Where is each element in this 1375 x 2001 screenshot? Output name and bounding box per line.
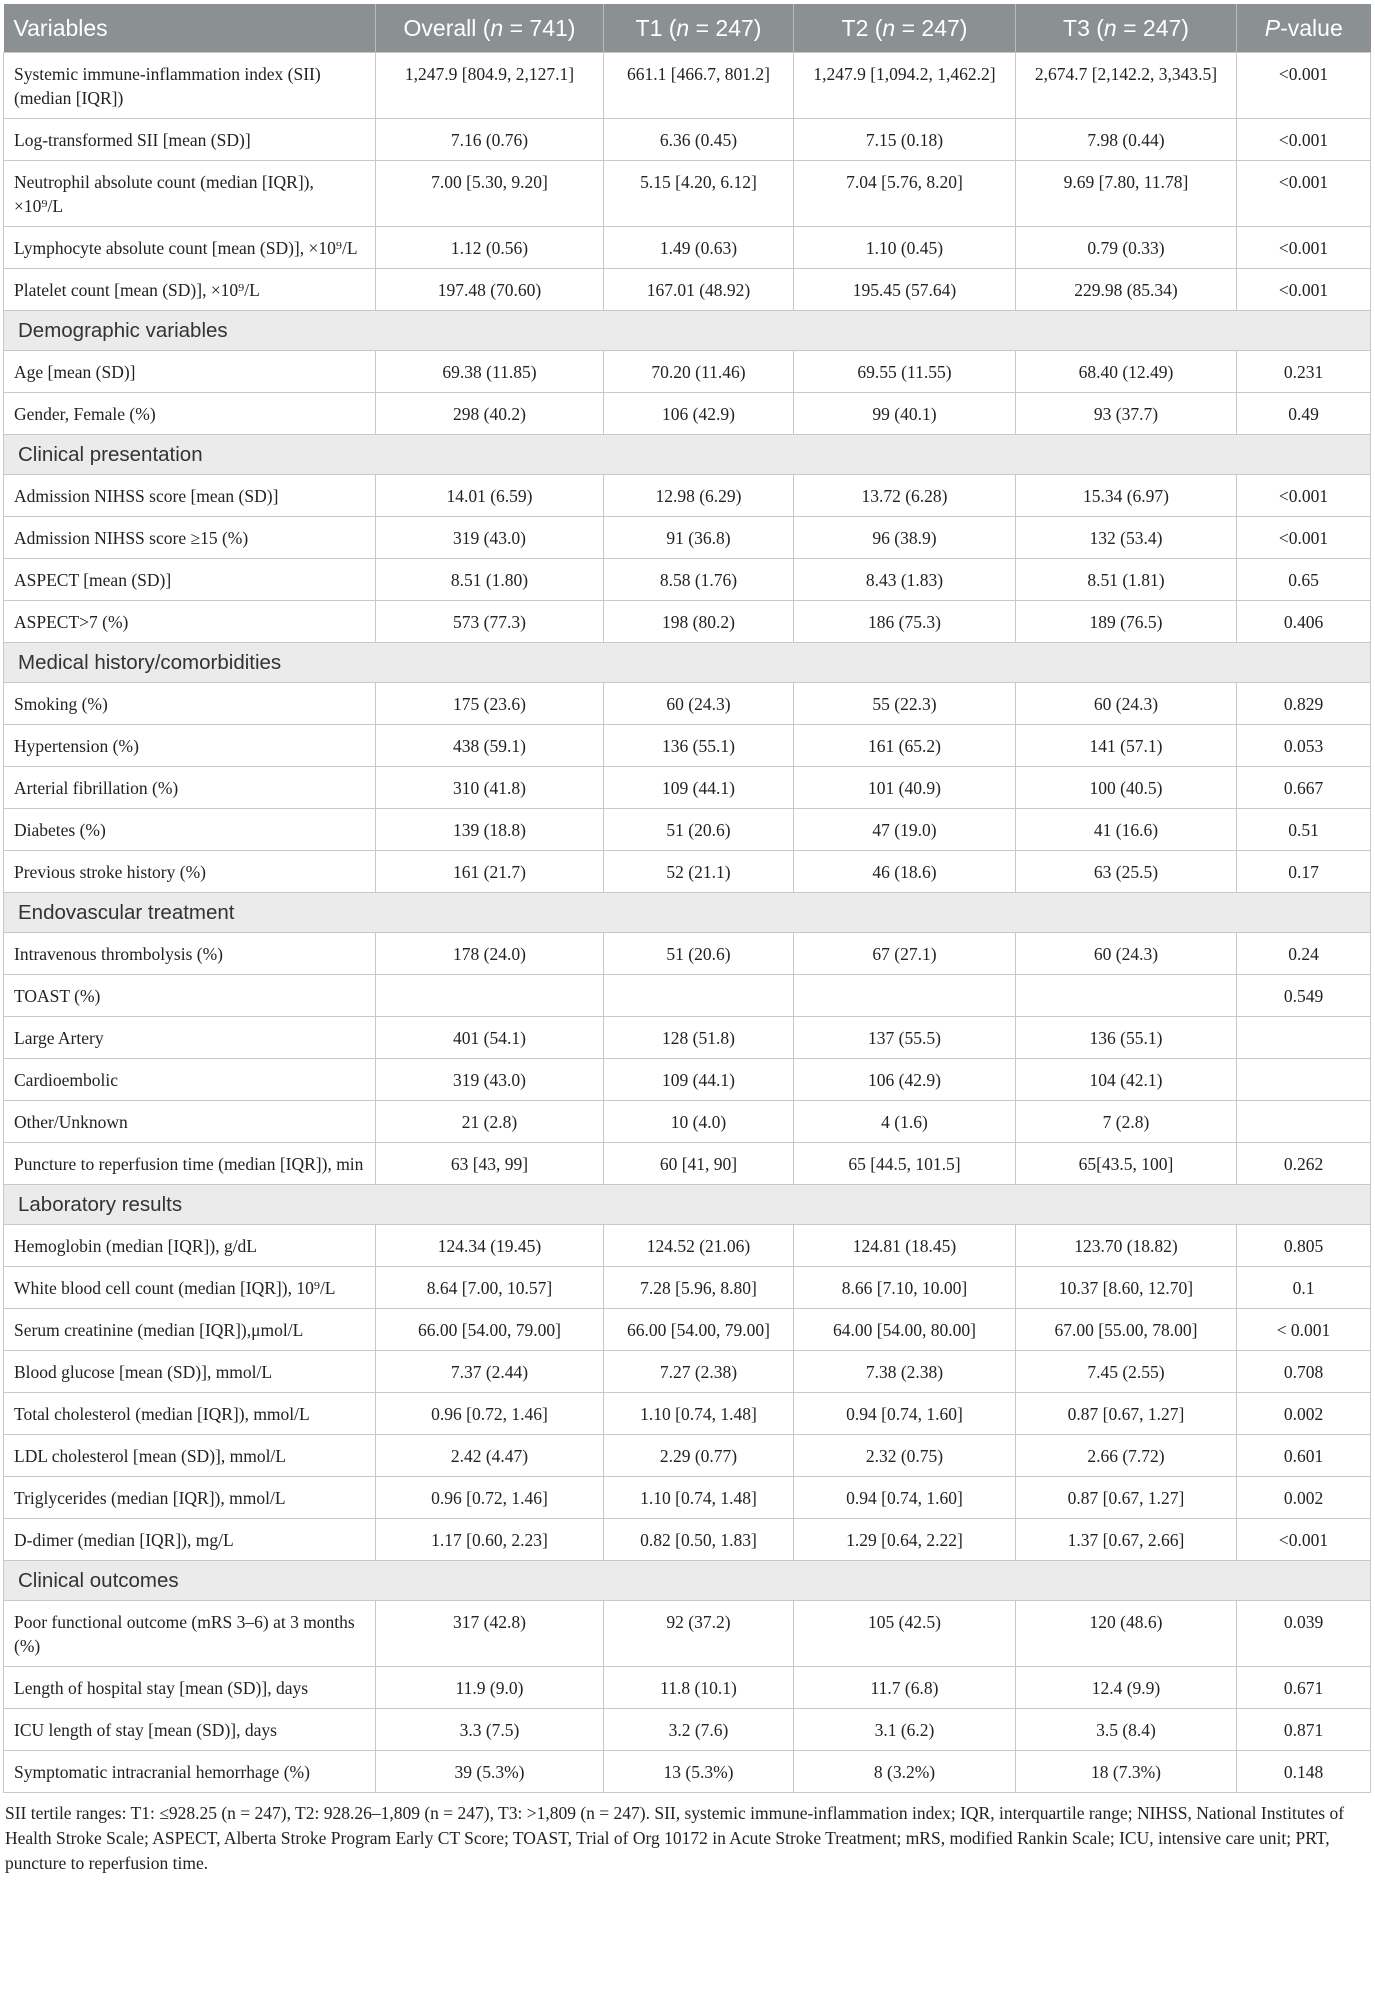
- value-cell: 0.262: [1237, 1143, 1371, 1185]
- baseline-characteristics-table: [3, 4, 1371, 1793]
- value-cell: 92 (37.2): [604, 1601, 794, 1667]
- table-row: [4, 601, 1371, 643]
- table-row: [4, 809, 1371, 851]
- table-row: [4, 1309, 1371, 1351]
- value-cell: 7.15 (0.18): [794, 119, 1016, 161]
- table-row: [4, 1017, 1371, 1059]
- variable-name-cell: Total cholesterol (median [IQR]), mmol/L: [4, 1393, 376, 1435]
- value-cell: 8.58 (1.76): [604, 559, 794, 601]
- table-row: [4, 1101, 1371, 1143]
- value-cell: 106 (42.9): [794, 1059, 1016, 1101]
- table-row: [4, 1435, 1371, 1477]
- value-cell: 8.64 [7.00, 10.57]: [376, 1267, 604, 1309]
- variable-name-cell: Gender, Female (%): [4, 393, 376, 435]
- value-cell: 2,674.7 [2,142.2, 3,343.5]: [1016, 53, 1237, 119]
- value-cell: 0.82 [0.50, 1.83]: [604, 1519, 794, 1561]
- value-cell: 65 [44.5, 101.5]: [794, 1143, 1016, 1185]
- value-cell: 8.66 [7.10, 10.00]: [794, 1267, 1016, 1309]
- value-cell: 124.52 (21.06): [604, 1225, 794, 1267]
- variable-name-cell: Log-transformed SII [mean (SD)]: [4, 119, 376, 161]
- value-cell: 661.1 [466.7, 801.2]: [604, 53, 794, 119]
- value-cell: 0.148: [1237, 1751, 1371, 1793]
- value-cell: <0.001: [1237, 53, 1371, 119]
- value-cell: [1016, 975, 1237, 1017]
- table-row: [4, 767, 1371, 809]
- value-cell: 123.70 (18.82): [1016, 1225, 1237, 1267]
- value-cell: 8.51 (1.81): [1016, 559, 1237, 601]
- value-cell: 136 (55.1): [1016, 1017, 1237, 1059]
- value-cell: 7.27 (2.38): [604, 1351, 794, 1393]
- value-cell: 573 (77.3): [376, 601, 604, 643]
- value-cell: 124.34 (19.45): [376, 1225, 604, 1267]
- header-text: n: [1103, 14, 1117, 41]
- header-text: n: [676, 14, 690, 41]
- value-cell: 13.72 (6.28): [794, 475, 1016, 517]
- table-header-row: [4, 4, 1371, 53]
- variable-name-cell: Symptomatic intracranial hemorrhage (%): [4, 1751, 376, 1793]
- table-footnote: SII tertile ranges: T1: ≤928.25 (n = 247), T2: 928.26–1,809 (n = 247), T3: >1,809 (n = 247). SII, systemic immune-inflammation index; IQR, interquartile range; NIHSS, National Institutes of Health Stroke Scale; ASPECT, Alberta Stroke Program Early CT Score; TOAST, Trial of Org 10172 in Acute Stroke Treatment; mRS, modified Rankin Scale; ICU, intensive care unit; PRT, puncture to reperfusion time.: [5, 1803, 1345, 1873]
- value-cell: 0.871: [1237, 1709, 1371, 1751]
- value-cell: 0.231: [1237, 351, 1371, 393]
- value-cell: 7.00 [5.30, 9.20]: [376, 161, 604, 227]
- value-cell: 0.829: [1237, 683, 1371, 725]
- header-text: Overall (: [403, 14, 491, 41]
- column-header: [604, 4, 794, 53]
- value-cell: 0.053: [1237, 725, 1371, 767]
- value-cell: 0.94 [0.74, 1.60]: [794, 1477, 1016, 1519]
- section-title: Medical history/comorbidities: [4, 643, 1371, 683]
- header-text: T3 (: [1063, 14, 1104, 41]
- variable-name-cell: ICU length of stay [mean (SD)], days: [4, 1709, 376, 1751]
- value-cell: 0.87 [0.67, 1.27]: [1016, 1393, 1237, 1435]
- value-cell: 0.1: [1237, 1267, 1371, 1309]
- value-cell: 0.49: [1237, 393, 1371, 435]
- section-title: Laboratory results: [4, 1185, 1371, 1225]
- value-cell: 0.406: [1237, 601, 1371, 643]
- header-text: = 247): [895, 14, 968, 41]
- value-cell: 55 (22.3): [794, 683, 1016, 725]
- table-row: [4, 1351, 1371, 1393]
- value-cell: 6.36 (0.45): [604, 119, 794, 161]
- table-row: [4, 351, 1371, 393]
- value-cell: 3.3 (7.5): [376, 1709, 604, 1751]
- table-row: [4, 227, 1371, 269]
- value-cell: <0.001: [1237, 227, 1371, 269]
- section-row: [4, 893, 1371, 933]
- variable-name-cell: TOAST (%): [4, 975, 376, 1017]
- value-cell: 3.2 (7.6): [604, 1709, 794, 1751]
- value-cell: <0.001: [1237, 269, 1371, 311]
- variable-name-cell: Smoking (%): [4, 683, 376, 725]
- section-row: [4, 1561, 1371, 1601]
- header-text: T2 (: [841, 14, 883, 41]
- variable-name-cell: LDL cholesterol [mean (SD)], mmol/L: [4, 1435, 376, 1477]
- value-cell: 310 (41.8): [376, 767, 604, 809]
- value-cell: 2.66 (7.72): [1016, 1435, 1237, 1477]
- table-row: [4, 933, 1371, 975]
- value-cell: 128 (51.8): [604, 1017, 794, 1059]
- value-cell: 51 (20.6): [604, 933, 794, 975]
- header-text: -value: [1280, 14, 1343, 41]
- variable-name-cell: Hypertension (%): [4, 725, 376, 767]
- value-cell: 100 (40.5): [1016, 767, 1237, 809]
- value-cell: 64.00 [54.00, 80.00]: [794, 1309, 1016, 1351]
- value-cell: 60 (24.3): [1016, 683, 1237, 725]
- section-title: Demographic variables: [4, 311, 1371, 351]
- value-cell: 52 (21.1): [604, 851, 794, 893]
- value-cell: 0.17: [1237, 851, 1371, 893]
- header-text: = 247): [1116, 14, 1189, 41]
- value-cell: 109 (44.1): [604, 767, 794, 809]
- table-row: [4, 1477, 1371, 1519]
- section-title: Clinical outcomes: [4, 1561, 1371, 1601]
- value-cell: 0.002: [1237, 1477, 1371, 1519]
- variable-name-cell: Lymphocyte absolute count [mean (SD)], ×10⁹/L: [4, 227, 376, 269]
- value-cell: 2.29 (0.77): [604, 1435, 794, 1477]
- value-cell: 7.98 (0.44): [1016, 119, 1237, 161]
- value-cell: 0.708: [1237, 1351, 1371, 1393]
- value-cell: 161 (65.2): [794, 725, 1016, 767]
- value-cell: 66.00 [54.00, 79.00]: [376, 1309, 604, 1351]
- value-cell: <0.001: [1237, 161, 1371, 227]
- column-header: [794, 4, 1016, 53]
- value-cell: [1237, 1017, 1371, 1059]
- table-row: [4, 161, 1371, 227]
- value-cell: 13 (5.3%): [604, 1751, 794, 1793]
- header-text: = 247): [689, 14, 762, 41]
- value-cell: 2.42 (4.47): [376, 1435, 604, 1477]
- header-text: Variables: [13, 14, 108, 41]
- value-cell: 46 (18.6): [794, 851, 1016, 893]
- value-cell: <0.001: [1237, 517, 1371, 559]
- value-cell: 101 (40.9): [794, 767, 1016, 809]
- table-row: [4, 725, 1371, 767]
- table-row: [4, 1225, 1371, 1267]
- variable-name-cell: Arterial fibrillation (%): [4, 767, 376, 809]
- value-cell: 63 [43, 99]: [376, 1143, 604, 1185]
- value-cell: 0.87 [0.67, 1.27]: [1016, 1477, 1237, 1519]
- value-cell: [1237, 1101, 1371, 1143]
- value-cell: 7.04 [5.76, 8.20]: [794, 161, 1016, 227]
- table-row: [4, 1393, 1371, 1435]
- value-cell: 109 (44.1): [604, 1059, 794, 1101]
- value-cell: 67 (27.1): [794, 933, 1016, 975]
- value-cell: 1.37 [0.67, 2.66]: [1016, 1519, 1237, 1561]
- variable-name-cell: Systemic immune-inflammation index (SII) (median [IQR]): [4, 53, 376, 119]
- value-cell: 66.00 [54.00, 79.00]: [604, 1309, 794, 1351]
- value-cell: 0.039: [1237, 1601, 1371, 1667]
- value-cell: 11.7 (6.8): [794, 1667, 1016, 1709]
- value-cell: 198 (80.2): [604, 601, 794, 643]
- value-cell: 0.94 [0.74, 1.60]: [794, 1393, 1016, 1435]
- value-cell: 139 (18.8): [376, 809, 604, 851]
- header-text: P: [1264, 14, 1281, 41]
- column-header: [4, 4, 376, 53]
- value-cell: 91 (36.8): [604, 517, 794, 559]
- value-cell: 1,247.9 [1,094.2, 1,462.2]: [794, 53, 1016, 119]
- value-cell: 65[43.5, 100]: [1016, 1143, 1237, 1185]
- header-text: n: [882, 14, 896, 41]
- value-cell: 7 (2.8): [1016, 1101, 1237, 1143]
- value-cell: 2.32 (0.75): [794, 1435, 1016, 1477]
- value-cell: 5.15 [4.20, 6.12]: [604, 161, 794, 227]
- variable-name-cell: Intravenous thrombolysis (%): [4, 933, 376, 975]
- header-text: n: [490, 14, 504, 41]
- value-cell: 7.38 (2.38): [794, 1351, 1016, 1393]
- variable-name-cell: Platelet count [mean (SD)], ×10⁹/L: [4, 269, 376, 311]
- value-cell: [794, 975, 1016, 1017]
- variable-name-cell: Hemoglobin (median [IQR]), g/dL: [4, 1225, 376, 1267]
- value-cell: 186 (75.3): [794, 601, 1016, 643]
- value-cell: 0.65: [1237, 559, 1371, 601]
- variable-name-cell: Triglycerides (median [IQR]), mmol/L: [4, 1477, 376, 1519]
- value-cell: 0.671: [1237, 1667, 1371, 1709]
- column-header: [376, 4, 604, 53]
- table-body: [4, 53, 1371, 1793]
- table-row: [4, 1519, 1371, 1561]
- value-cell: 317 (42.8): [376, 1601, 604, 1667]
- value-cell: 0.51: [1237, 809, 1371, 851]
- value-cell: 401 (54.1): [376, 1017, 604, 1059]
- value-cell: 99 (40.1): [794, 393, 1016, 435]
- value-cell: 189 (76.5): [1016, 601, 1237, 643]
- value-cell: 14.01 (6.59): [376, 475, 604, 517]
- value-cell: 96 (38.9): [794, 517, 1016, 559]
- value-cell: 0.667: [1237, 767, 1371, 809]
- table-container: [3, 4, 1370, 1876]
- variable-name-cell: Previous stroke history (%): [4, 851, 376, 893]
- variable-name-cell: Poor functional outcome (mRS 3–6) at 3 months (%): [4, 1601, 376, 1667]
- value-cell: 141 (57.1): [1016, 725, 1237, 767]
- value-cell: 106 (42.9): [604, 393, 794, 435]
- value-cell: 18 (7.3%): [1016, 1751, 1237, 1793]
- value-cell: 60 [41, 90]: [604, 1143, 794, 1185]
- value-cell: 120 (48.6): [1016, 1601, 1237, 1667]
- variable-name-cell: Length of hospital stay [mean (SD)], days: [4, 1667, 376, 1709]
- value-cell: 12.98 (6.29): [604, 475, 794, 517]
- variable-name-cell: Neutrophil absolute count (median [IQR]), ×10⁹/L: [4, 161, 376, 227]
- value-cell: 197.48 (70.60): [376, 269, 604, 311]
- value-cell: 0.002: [1237, 1393, 1371, 1435]
- table-row: [4, 1059, 1371, 1101]
- header-text: = 741): [503, 14, 576, 41]
- value-cell: 137 (55.5): [794, 1017, 1016, 1059]
- value-cell: 39 (5.3%): [376, 1751, 604, 1793]
- variable-name-cell: ASPECT [mean (SD)]: [4, 559, 376, 601]
- value-cell: 136 (55.1): [604, 725, 794, 767]
- value-cell: 1.10 [0.74, 1.48]: [604, 1393, 794, 1435]
- table-row: [4, 119, 1371, 161]
- value-cell: 0.96 [0.72, 1.46]: [376, 1477, 604, 1519]
- table-row: [4, 1143, 1371, 1185]
- table-row: [4, 475, 1371, 517]
- value-cell: 12.4 (9.9): [1016, 1667, 1237, 1709]
- value-cell: 1.10 (0.45): [794, 227, 1016, 269]
- variable-name-cell: Admission NIHSS score ≥15 (%): [4, 517, 376, 559]
- table-row: [4, 517, 1371, 559]
- value-cell: 1,247.9 [804.9, 2,127.1]: [376, 53, 604, 119]
- variable-name-cell: Puncture to reperfusion time (median [IQR]), min: [4, 1143, 376, 1185]
- value-cell: 93 (37.7): [1016, 393, 1237, 435]
- table-row: [4, 683, 1371, 725]
- value-cell: 7.16 (0.76): [376, 119, 604, 161]
- value-cell: 0.24: [1237, 933, 1371, 975]
- variable-name-cell: D-dimer (median [IQR]), mg/L: [4, 1519, 376, 1561]
- value-cell: 175 (23.6): [376, 683, 604, 725]
- section-row: [4, 1185, 1371, 1225]
- value-cell: 7.28 [5.96, 8.80]: [604, 1267, 794, 1309]
- section-row: [4, 643, 1371, 683]
- table-row: [4, 1601, 1371, 1667]
- value-cell: 1.29 [0.64, 2.22]: [794, 1519, 1016, 1561]
- value-cell: 63 (25.5): [1016, 851, 1237, 893]
- table-row: [4, 1667, 1371, 1709]
- value-cell: 4 (1.6): [794, 1101, 1016, 1143]
- value-cell: [376, 975, 604, 1017]
- section-title: Endovascular treatment: [4, 893, 1371, 933]
- value-cell: 7.37 (2.44): [376, 1351, 604, 1393]
- value-cell: 0.96 [0.72, 1.46]: [376, 1393, 604, 1435]
- variable-name-cell: Diabetes (%): [4, 809, 376, 851]
- variable-name-cell: Large Artery: [4, 1017, 376, 1059]
- value-cell: 60 (24.3): [1016, 933, 1237, 975]
- value-cell: 319 (43.0): [376, 517, 604, 559]
- variable-name-cell: Age [mean (SD)]: [4, 351, 376, 393]
- variable-name-cell: White blood cell count (median [IQR]), 10⁹/L: [4, 1267, 376, 1309]
- variable-name-cell: Serum creatinine (median [IQR]),μmol/L: [4, 1309, 376, 1351]
- value-cell: 10 (4.0): [604, 1101, 794, 1143]
- value-cell: [604, 975, 794, 1017]
- value-cell: 47 (19.0): [794, 809, 1016, 851]
- table-row: [4, 975, 1371, 1017]
- value-cell: 319 (43.0): [376, 1059, 604, 1101]
- value-cell: [1237, 1059, 1371, 1101]
- table-row: [4, 393, 1371, 435]
- column-header: [1016, 4, 1237, 53]
- value-cell: <0.001: [1237, 1519, 1371, 1561]
- value-cell: 3.1 (6.2): [794, 1709, 1016, 1751]
- value-cell: 0.549: [1237, 975, 1371, 1017]
- section-row: [4, 435, 1371, 475]
- table-row: [4, 1709, 1371, 1751]
- value-cell: 3.5 (8.4): [1016, 1709, 1237, 1751]
- variable-name-cell: ASPECT>7 (%): [4, 601, 376, 643]
- value-cell: 0.79 (0.33): [1016, 227, 1237, 269]
- value-cell: 68.40 (12.49): [1016, 351, 1237, 393]
- value-cell: 438 (59.1): [376, 725, 604, 767]
- value-cell: 161 (21.7): [376, 851, 604, 893]
- value-cell: 1.12 (0.56): [376, 227, 604, 269]
- variable-name-cell: Blood glucose [mean (SD)], mmol/L: [4, 1351, 376, 1393]
- value-cell: 1.10 [0.74, 1.48]: [604, 1477, 794, 1519]
- value-cell: 167.01 (48.92): [604, 269, 794, 311]
- value-cell: <0.001: [1237, 119, 1371, 161]
- value-cell: 0.805: [1237, 1225, 1371, 1267]
- header-text: T1 (: [635, 14, 677, 41]
- value-cell: 7.45 (2.55): [1016, 1351, 1237, 1393]
- value-cell: 70.20 (11.46): [604, 351, 794, 393]
- value-cell: 105 (42.5): [794, 1601, 1016, 1667]
- variable-name-cell: Other/Unknown: [4, 1101, 376, 1143]
- value-cell: 67.00 [55.00, 78.00]: [1016, 1309, 1237, 1351]
- value-cell: 124.81 (18.45): [794, 1225, 1016, 1267]
- value-cell: 8.51 (1.80): [376, 559, 604, 601]
- value-cell: 15.34 (6.97): [1016, 475, 1237, 517]
- value-cell: <0.001: [1237, 475, 1371, 517]
- table-row: [4, 1267, 1371, 1309]
- value-cell: 1.49 (0.63): [604, 227, 794, 269]
- value-cell: 9.69 [7.80, 11.78]: [1016, 161, 1237, 227]
- column-header: [1237, 4, 1371, 53]
- value-cell: 1.17 [0.60, 2.23]: [376, 1519, 604, 1561]
- variable-name-cell: Admission NIHSS score [mean (SD)]: [4, 475, 376, 517]
- table-row: [4, 559, 1371, 601]
- value-cell: 41 (16.6): [1016, 809, 1237, 851]
- value-cell: < 0.001: [1237, 1309, 1371, 1351]
- section-title: Clinical presentation: [4, 435, 1371, 475]
- value-cell: 69.55 (11.55): [794, 351, 1016, 393]
- value-cell: 51 (20.6): [604, 809, 794, 851]
- value-cell: 195.45 (57.64): [794, 269, 1016, 311]
- value-cell: 11.8 (10.1): [604, 1667, 794, 1709]
- table-row: [4, 53, 1371, 119]
- value-cell: 132 (53.4): [1016, 517, 1237, 559]
- value-cell: 298 (40.2): [376, 393, 604, 435]
- section-row: [4, 311, 1371, 351]
- value-cell: 69.38 (11.85): [376, 351, 604, 393]
- value-cell: 60 (24.3): [604, 683, 794, 725]
- value-cell: 8.43 (1.83): [794, 559, 1016, 601]
- value-cell: 11.9 (9.0): [376, 1667, 604, 1709]
- table-row: [4, 1751, 1371, 1793]
- table-row: [4, 269, 1371, 311]
- value-cell: 10.37 [8.60, 12.70]: [1016, 1267, 1237, 1309]
- value-cell: 8 (3.2%): [794, 1751, 1016, 1793]
- table-row: [4, 851, 1371, 893]
- value-cell: 0.601: [1237, 1435, 1371, 1477]
- value-cell: 104 (42.1): [1016, 1059, 1237, 1101]
- value-cell: 178 (24.0): [376, 933, 604, 975]
- value-cell: 21 (2.8): [376, 1101, 604, 1143]
- variable-name-cell: Cardioembolic: [4, 1059, 376, 1101]
- value-cell: 229.98 (85.34): [1016, 269, 1237, 311]
